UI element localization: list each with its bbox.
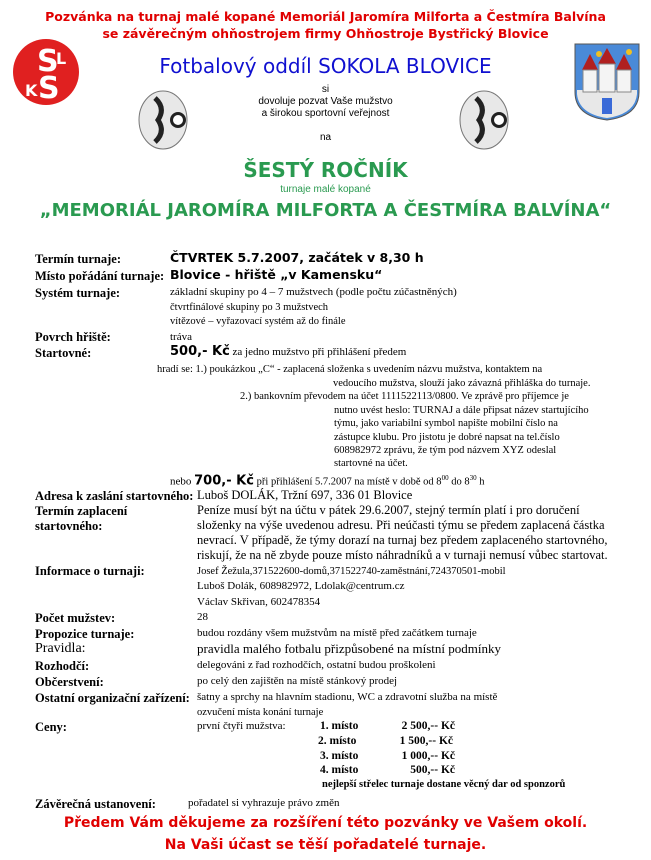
value-misto: Blovice - hřiště „v Kamensku“: [170, 267, 383, 282]
payment-option-2-line: zástupce klubu. Pro jistotu je dobré napsat na tel.číslo: [334, 432, 560, 443]
label-info: Informace o turnaji:: [35, 564, 145, 578]
payment-option-2: 2.) bankovním převodem na účet 1111522113/0800. Ve zprávě pro příjemce je: [240, 391, 569, 402]
value-pocet: 28: [197, 611, 208, 623]
value-info-3: Václav Skřivan, 602478354: [197, 596, 321, 608]
soccer-ball-icon: [138, 90, 188, 150]
intro-line-2: a širokou sportovní veřejnost: [261, 108, 390, 119]
value-propozice: budou rozdány všem mužstvům na místě před začátkem turnaje: [197, 627, 477, 639]
label-propozice: Propozice turnaje:: [35, 627, 135, 641]
label-system: Systém turnaje:: [35, 286, 121, 300]
label-obcerstveni: Občerstvení:: [35, 675, 104, 689]
value-zaverecna: pořadatel si vyhrazuje právo změn: [188, 797, 340, 809]
prize-place-1: 1. místo: [320, 720, 359, 732]
value-obcerstveni: po celý den zajištěn na místě stánkový prodej: [197, 675, 398, 687]
value-platba-4: riskují, že na ně zbyde pouze místo náhradníků a v turnaji nemusí vůbec startovat.: [197, 548, 608, 562]
prize-note: nejlepší střelec turnaje dostane věcný dar od sponzorů: [322, 779, 566, 790]
startovne-alternative: [170, 472, 484, 489]
alt-prefix: nebo: [170, 475, 192, 488]
label-pravidla: Pravidla:: [35, 641, 86, 656]
intro-line-1: dovoluje pozvat Vaše mužstvo: [258, 96, 393, 107]
label-misto: Místo pořádání turnaje:: [35, 269, 165, 283]
label-adresa: Adresa k zaslání startovného:: [35, 489, 194, 503]
alt-sup-2: 30: [469, 474, 477, 482]
value-povrch: tráva: [170, 331, 192, 343]
svg-text:S: S: [37, 44, 59, 79]
label-pocet: Počet mužstev:: [35, 611, 116, 625]
value-platba-3: nevrací. V případě, že týmy dorazí na turnaj bez předem zaplaceného startovného,: [197, 533, 608, 547]
edition-subtitle: turnaje malé kopané: [280, 184, 371, 195]
value-zarizeni-2: ozvučení místa konání turnaje: [197, 707, 324, 718]
prize-amount-4: 500,-- Kč: [410, 764, 455, 776]
value-system-3: vítězové – vyřazovací systém až do finále: [170, 316, 346, 327]
prize-amount-3: 1 000,-- Kč: [401, 750, 455, 762]
startovne-text: za jedno mužstvo při přihlášení předem: [232, 346, 407, 358]
payment-option-2-line: 608982972 zprávu, že tým pod názvem XYZ odeslal: [334, 445, 557, 456]
soccer-ball-icon: [459, 90, 509, 150]
label-zarizeni: Ostatní organizační zařízení:: [35, 691, 190, 705]
club-title: Fotbalový oddíl SOKOLA BLOVICE: [159, 54, 492, 78]
ceny-intro: první čtyři mužstva:: [197, 720, 286, 732]
prize-place-3: 3. místo: [320, 750, 359, 762]
svg-text:S: S: [38, 71, 60, 106]
alt-end: h: [476, 476, 485, 488]
svg-text:K: K: [25, 81, 38, 100]
payment-option-2-line: týmu, jako variabilní symbol napište mobilní číslo na: [334, 418, 558, 429]
value-info-2: Luboš Dolák, 608982972, Ldolak@centrum.cz: [197, 580, 405, 592]
value-adresa: Luboš DOLÁK, Tržní 697, 336 01 Blovice: [197, 488, 413, 502]
header-line-1: Pozvánka na turnaj malé kopané Memoriál Jaromíra Milforta a Čestmíra Balvína: [45, 9, 606, 24]
value-system-1: základní skupiny po 4 – 7 mužstvech (podle počtu zúčastněných): [170, 286, 457, 298]
value-rozhodci: delegováni z řad rozhodčích, ostatní budou proškoleni: [197, 659, 436, 671]
prize-amount-1: 2 500,-- Kč: [401, 720, 455, 732]
label-platba-2: startovného:: [35, 519, 103, 533]
alt-amount: 700,- Kč: [194, 473, 254, 489]
label-termin: Termín turnaje:: [35, 252, 121, 266]
value-zarizeni-1: šatny a sprchy na hlavním stadionu, WC a zdravotní služba na místě: [197, 691, 498, 703]
footer-line-1: Předem Vám děkujeme za rozšíření této pozvánky ve Vašem okolí.: [63, 815, 588, 831]
label-zaverecna: Závěrečná ustanovení:: [35, 797, 156, 811]
label-startovne: Startovné:: [35, 346, 92, 360]
edition-title: ŠESTÝ ROČNÍK: [243, 158, 408, 182]
value-termin: ČTVRTEK 5.7.2007, začátek v 8,30 h: [170, 250, 424, 265]
prize-amount-2: 1 500,-- Kč: [399, 735, 453, 747]
footer-line-2: Na Vaši účast se těší pořadatelé turnaje.: [164, 837, 487, 853]
label-platba-1: Termín zaplacení: [35, 504, 128, 518]
payment-option-1: hradí se: 1.) poukázkou „C“ - zaplacená složenka s uvedením názvu mužstva, kontaktem na: [157, 364, 543, 375]
value-pravidla: pravidla malého fotbalu přizpůsobené na místní podmínky: [197, 641, 501, 656]
startovne-amount: 500,- Kč: [170, 344, 230, 359]
svg-text:L: L: [56, 49, 67, 68]
value-platba-1: Peníze musí být na účtu v pátek 29.6.2007, stejný termín platí i pro doručení: [197, 503, 580, 517]
alt-sup-1: 00: [441, 474, 449, 482]
label-ceny: Ceny:: [35, 720, 67, 734]
payment-option-2-line: startovné na účet.: [334, 458, 408, 469]
alt-mid: do 8: [448, 476, 470, 488]
label-rozhodci: Rozhodčí:: [35, 659, 90, 673]
alt-text: při přihlášení 5.7.2007 na místě v době od 8: [256, 476, 442, 488]
prize-place-4: 4. místo: [320, 764, 359, 776]
label-povrch: Povrch hřiště:: [35, 330, 111, 344]
payment-option-2-line: nutno uvést heslo: TURNAJ a dále připsat název startujícího: [334, 405, 589, 416]
value-platba-2: složenky na výše uvedenou adresu. Při neúčasti týmu se předem zaplacená částka: [197, 518, 605, 532]
payment-option-1-cont: vedoucího mužstva, slouží jako závazná přihláška do turnaje.: [333, 378, 591, 389]
value-info-1: Josef Žežula,371522600-domů,371522740-zaměstnání,724370501-mobil: [197, 566, 506, 577]
memorial-title: „MEMORIÁL JAROMÍRA MILFORTA A ČESTMÍRA BALVÍNA“: [39, 200, 612, 221]
value-system-2: čtvrtfinálové skupiny po 3 mužstvech: [170, 302, 329, 313]
intro-na: na: [319, 132, 332, 143]
header-line-2: se závěrečným ohňostrojem firmy Ohňostroje Bystřický Blovice: [102, 26, 549, 41]
value-startovne: [170, 345, 406, 359]
intro-si: si: [321, 84, 330, 95]
prize-place-2: 2. místo: [318, 735, 357, 747]
